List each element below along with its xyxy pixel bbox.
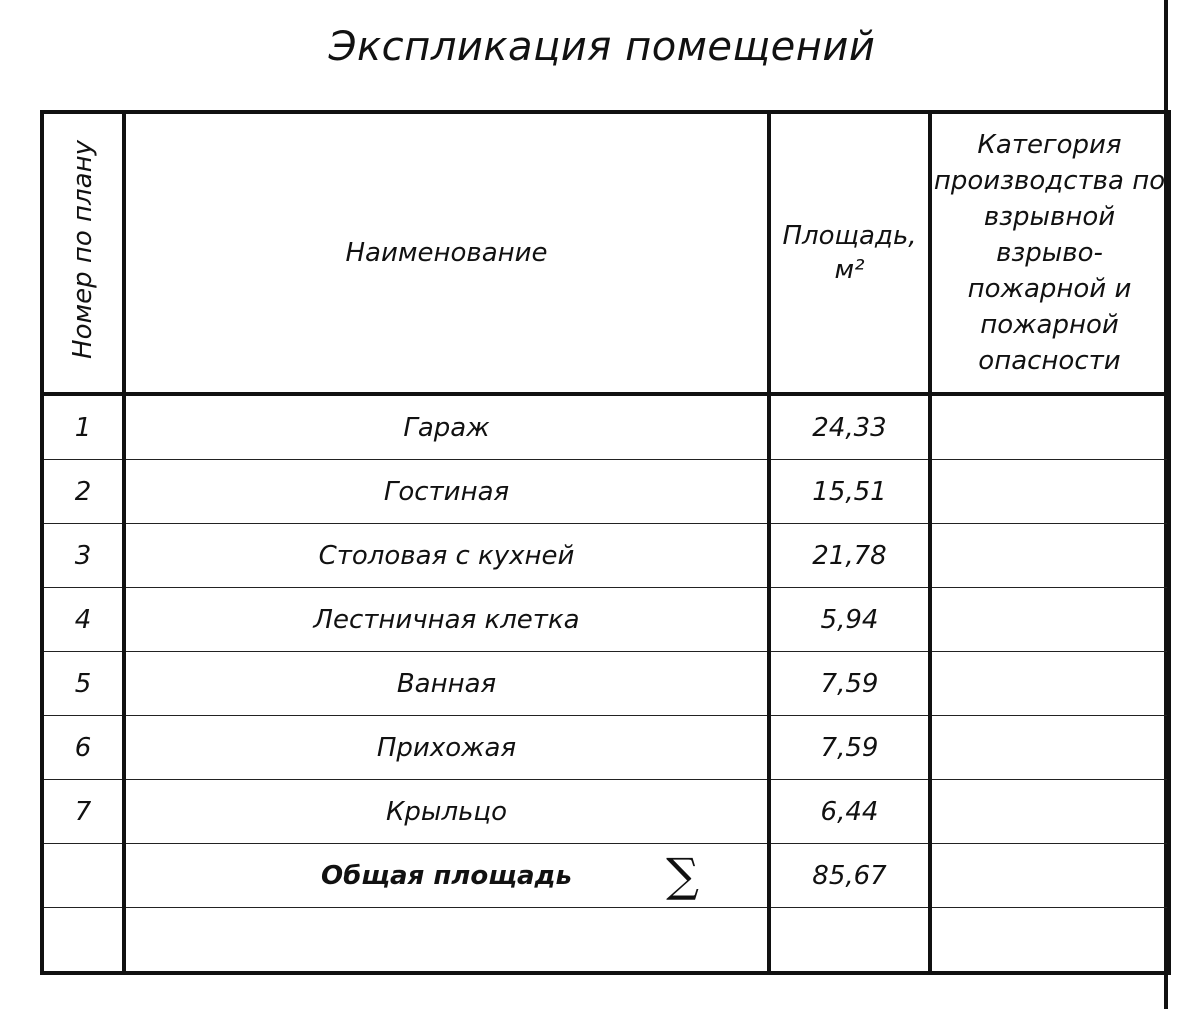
- row-number: 6: [42, 716, 124, 780]
- total-label: Общая площадь: [321, 860, 572, 891]
- total-area: 85,67: [769, 844, 930, 908]
- row-name: Гостиная: [124, 460, 769, 524]
- header-category-line: пожарной и: [967, 274, 1132, 304]
- total-number: [42, 844, 124, 908]
- sigma-icon: ∑: [666, 848, 699, 902]
- row-category: [930, 716, 1169, 780]
- row-area: 6,44: [769, 780, 930, 844]
- room-schedule-table: [40, 110, 1171, 975]
- header-name-label: Наименование: [345, 238, 548, 268]
- table-row: [42, 460, 1169, 524]
- row-category: [930, 652, 1169, 716]
- empty-category: [930, 908, 1169, 974]
- row-area: 21,78: [769, 524, 930, 588]
- header-category-line: Категория: [977, 130, 1122, 160]
- table-row: [42, 716, 1169, 780]
- row-area: 7,59: [769, 716, 930, 780]
- row-area: 24,33: [769, 394, 930, 460]
- row-number: 3: [42, 524, 124, 588]
- header-category-line: пожарной: [980, 310, 1119, 340]
- total-name: [124, 844, 769, 908]
- header-category: [930, 112, 1169, 394]
- row-name: Крыльцо: [124, 780, 769, 844]
- row-name: Гараж: [124, 394, 769, 460]
- header-category-line: взрывной: [983, 202, 1116, 232]
- row-category: [930, 394, 1169, 460]
- row-number: 5: [42, 652, 124, 716]
- row-category: [930, 588, 1169, 652]
- row-number: 2: [42, 460, 124, 524]
- total-category: [930, 844, 1169, 908]
- row-name: Прихожая: [124, 716, 769, 780]
- row-category: [930, 524, 1169, 588]
- row-number: 7: [42, 780, 124, 844]
- row-category: [930, 780, 1169, 844]
- row-name: Ванная: [124, 652, 769, 716]
- table-row: [42, 524, 1169, 588]
- empty-row: [42, 908, 1169, 974]
- header-category-line: взрыво-: [996, 238, 1103, 268]
- total-row: [42, 844, 1169, 908]
- header-area: [769, 112, 930, 394]
- table-row: [42, 780, 1169, 844]
- header-area-label: Площадь,: [782, 221, 917, 251]
- header-number-label: Номер по плану: [68, 140, 98, 359]
- header-area-unit: м²: [834, 255, 865, 285]
- row-name: Столовая с кухней: [124, 524, 769, 588]
- header-name: [124, 112, 769, 394]
- table-header-row: [42, 112, 1169, 394]
- row-name: Лестничная клетка: [124, 588, 769, 652]
- header-category-line: опасности: [978, 346, 1121, 376]
- document-title: Экспликация помещений: [328, 24, 876, 70]
- row-area: 5,94: [769, 588, 930, 652]
- table-row: [42, 394, 1169, 460]
- row-number: 4: [42, 588, 124, 652]
- table-row: [42, 588, 1169, 652]
- empty-number: [42, 908, 124, 974]
- header-category-line: производства по: [933, 166, 1166, 196]
- header-number: [42, 112, 124, 394]
- empty-name: [124, 908, 769, 974]
- row-number: 1: [42, 394, 124, 460]
- row-area: 7,59: [769, 652, 930, 716]
- row-area: 15,51: [769, 460, 930, 524]
- empty-area: [769, 908, 930, 974]
- row-category: [930, 460, 1169, 524]
- table-row: [42, 652, 1169, 716]
